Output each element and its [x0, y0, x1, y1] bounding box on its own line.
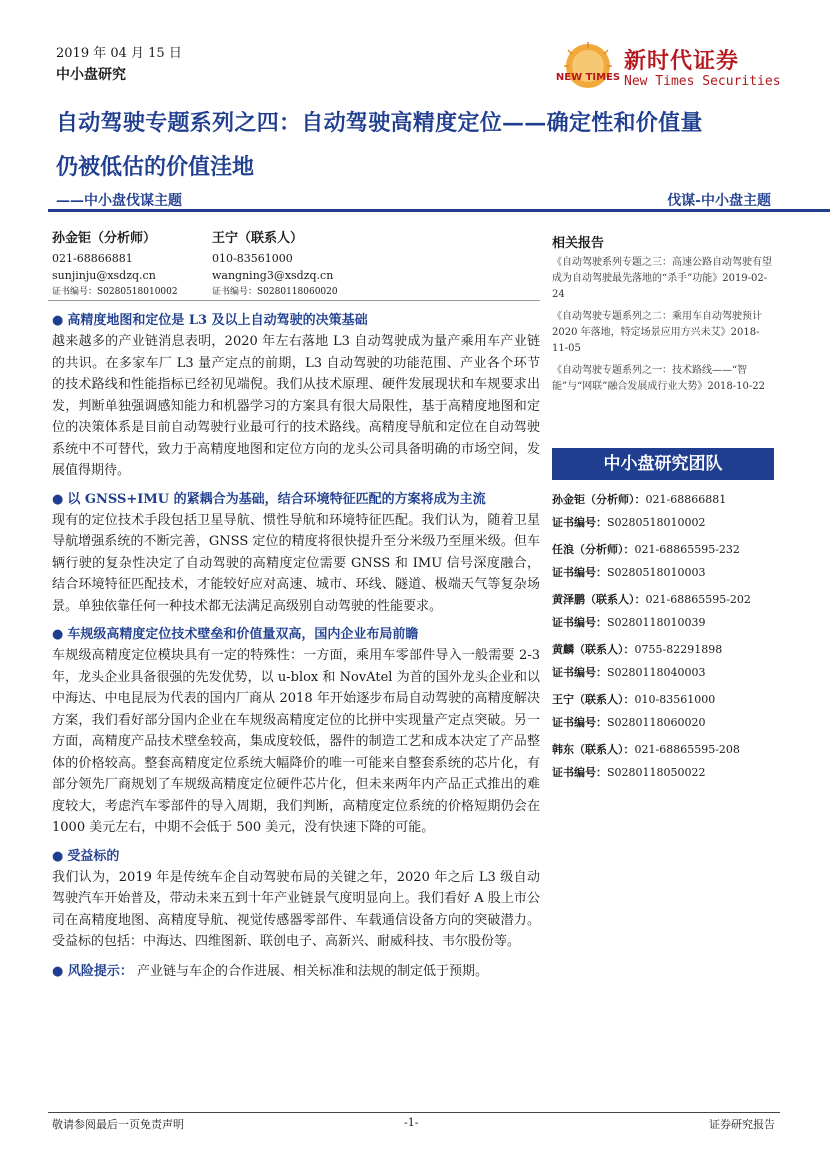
section-body: 我们认为，2019 年是传统车企自动驾驶布局的关键之年，2020 年之后 L3 级自动驾驶汽车开始普及，带动未来五到十年产业链景气度明显向上。我们看好 A 股上市公司在高精度地图、高精度导航、视觉传感器零部件、车载通信设备方向的突破潜力。受益标的包括：中海达、四维图新、联创电子、高新兴、耐威科技、韦尔股份等。	[52, 869, 540, 949]
analyst-email: wangning3@xsdzq.cn	[212, 269, 334, 282]
analyst-card	[52, 230, 178, 301]
footer-report-type: 证券研究报告	[709, 1118, 775, 1131]
related-report-link[interactable]: 《自动驾驶专题系列之一：技术路线——“智能”与“网联”融合发展成行业大势》2018-10-22	[552, 365, 765, 392]
analyst-name: 王宁（联系人）	[212, 231, 304, 246]
page-number: -1-	[404, 1116, 419, 1129]
header-divider	[48, 209, 830, 212]
analyst-card	[212, 230, 338, 301]
section-heading: ● 以 GNSS+IMU 的紧耦合为基础，结合环境特征匹配的方案将成为主流	[52, 491, 486, 507]
logo-chinese-name: 新时代证券	[624, 48, 740, 74]
section-body: 车规级高精度定位模块具有一定的特殊性：一方面，乘用车零部件导入一般需要 2-3 年，龙头企业具备很强的先发优势，以 u-blox 和 NovAtel 为首的国外龙头企业和以中海达、中电昆辰为代表的国内厂商从 2018 年开始逐步布局自动驾驶的高精度解决方案，我们看好部分国内企业在车规级高精度定位的比拼中实现量产定点突破。另一方面，高精度产品技术壁垒较高，集成度较低，器件的制造工艺和成本决定了产品整体的价格较高。整套高精度定位系统大幅降价的唯一可能来自整套系统的芯片化，有部分领先厂商规划了车规级高精度定位硬件芯片化，但未来两年内产品正式推出的难度较大，考虑汽车零部件的导入周期，我们判断，高精度定位系统的价格短期仍会在 1000 美元左右，中期不会低于 500 美元，没有快速下降的可能。	[52, 648, 540, 835]
bullet-icon: ●	[52, 848, 64, 864]
section-heading: ● 车规级高精度定位技术壁垒和价值量双高，国内企业布局前瞻	[52, 627, 419, 642]
team-member: 黄泽鹏（联系人）：021-68865595-202 证书编号：S0280118010039	[552, 593, 751, 629]
company-logo	[555, 40, 781, 100]
report-date: 2019 年 04 月 15 日	[56, 46, 182, 61]
section-body: 越来越多的产业链消息表明，2020 年左右落地 L3 自动驾驶成为量产乘用车产业链的共识。在多家车厂 L3 量产定点的前期，L3 自动驾驶的功能范围、产业各个环节的技术路线和性能指标已经初见端倪。我们从技术原理、硬件发展现状和车规要求出发，判断单独强调感知能力和机器学习的方案具有很大局限性，基于高精度地图和定位的决策体系是目前自动驾驶行业最可行的技术路线。高精度导航和定位在自动驾驶系统中不可替代，致力于高精度地图和定位方向的龙头公司具备明确的市场空间，发展值得期待。	[52, 334, 540, 478]
section-heading: ● 受益标的	[52, 848, 120, 864]
team-member: 任浪（分析师）：021-68865595-232 证书编号：S0280518010003	[552, 543, 740, 579]
analyst-cert: 证书编号：S0280118060020	[212, 287, 338, 297]
analyst-name: 孙金钜（分析师）	[52, 231, 157, 246]
report-section: 中小盘研究	[56, 67, 126, 83]
logo-english-name: New Times Securities	[624, 74, 781, 89]
section-body: 现有的定位技术手段包括卫星导航、惯性导航和环境特征匹配。我们认为，随着卫星导航增强系统的不断完善，GNSS 定位的精度将很快提升至分米级乃至厘米级。但车辆行驶的复杂性决定了自动驾驶的高精度定位需要 GNSS 和 IMU 信号深度融合，结合环境特征匹配技术，才能较好应对高速、城市、环线、隧道、极端天气等复杂场景。单独依靠任何一种技术都无法满足高级别自动驾驶的性能要求。	[52, 512, 540, 614]
bullet-icon: ●	[52, 313, 64, 328]
footer-disclaimer: 敬请参阅最后一页免责声明	[52, 1118, 184, 1131]
team-member: 黄麟（联系人）：0755-82291898 证书编号：S0280118040003	[552, 643, 723, 679]
bullet-icon: ●	[52, 491, 64, 507]
bullet-icon: ●	[52, 963, 64, 979]
footer-divider	[48, 1112, 780, 1113]
related-report-link[interactable]: 《自动驾驶专题系列之二：乘用车自动驾驶预计 2020 年落地，特定场景应用方兴未艾》2018-11-05	[552, 311, 762, 354]
main-content	[52, 305, 540, 982]
related-reports	[552, 232, 772, 401]
analyst-cert: 证书编号：S0280518010002	[52, 287, 178, 297]
report-theme: 伐谋-中小盘主题	[667, 193, 771, 209]
analyst-divider	[48, 300, 540, 301]
analyst-email: sunjinju@xsdzq.cn	[52, 269, 156, 282]
report-subtitle: ——中小盘伐谋主题	[56, 193, 182, 209]
related-heading: 相关报告	[552, 236, 605, 251]
section-heading: ● 高精度地图和定位是 L3 及以上自动驾驶的决策基础	[52, 313, 368, 328]
bullet-icon: ●	[52, 627, 64, 642]
team-member: 韩东（联系人）：021-68865595-208 证书编号：S0280118050022	[552, 743, 740, 779]
team-member: 王宁（联系人）：010-83561000 证书编号：S0280118060020	[552, 693, 716, 729]
related-report-link[interactable]: 《自动驾驶系列专题之三：高速公路自动驾驶有望成为自动驾驶最先落地的“杀手”功能》2019-02-24	[552, 257, 772, 300]
svg-text:NEW TIMES: NEW TIMES	[555, 72, 621, 83]
team-list	[552, 488, 774, 784]
analyst-phone: 021-68866881	[52, 252, 133, 265]
team-title: 中小盘研究团队	[552, 448, 774, 480]
analyst-phone: 010-83561000	[212, 252, 293, 265]
team-member: 孙金钜（分析师）：021-68866881 证书编号：S0280518010002	[552, 493, 727, 529]
report-title-line1: 自动驾驶专题系列之四：自动驾驶高精度定位——确定性和价值量	[56, 110, 703, 136]
logo-emblem-icon	[555, 40, 621, 96]
risk-note: ● 风险提示： 产业链与车企的合作进展、相关标准和法规的制定低于预期。	[52, 963, 489, 979]
report-title-line2: 仍被低估的价值洼地	[56, 154, 255, 180]
